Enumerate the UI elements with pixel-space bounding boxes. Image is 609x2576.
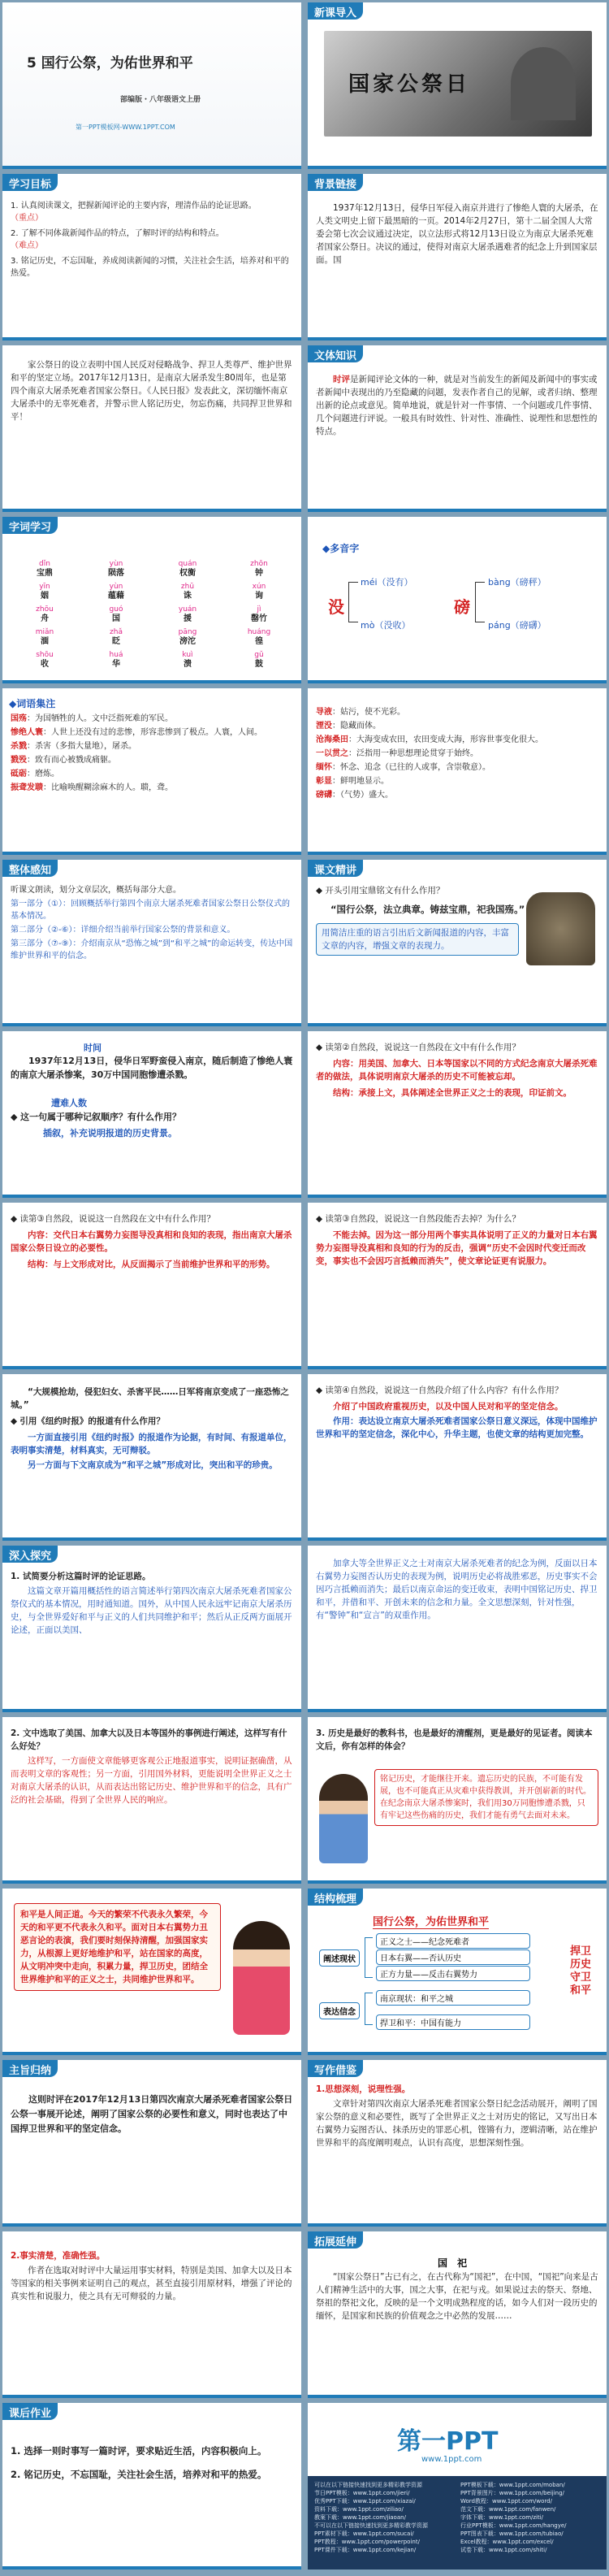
ppt-logo: 第一PPT: [397, 2427, 499, 2456]
word-char: 罄竹: [251, 614, 267, 623]
word-pinyin: guó: [109, 605, 123, 614]
glossary-list: [11, 713, 293, 796]
goal-3: 3. 铭记历史，不忘国耻，养成阅读新闻的习惯，关注社会生活，培养对和平的热爱。: [11, 257, 289, 278]
slide-peace: [2, 1889, 301, 2055]
word-item: [11, 627, 79, 647]
slide-header: 拓展延伸: [308, 2231, 363, 2249]
question-7-text: 读第④自然段，说说这一自然段介绍了什么内容？有什么作用？: [325, 1386, 564, 1395]
glossary-term: 彰显: [316, 777, 332, 786]
word-pinyin: pāng: [178, 628, 197, 636]
theme-text: 这则时评在2017年12月13日第四次南京大屠杀死难者国家公祭日公祭一事展开论述，阐明了国家公祭的必要性和意义，同时也表达了中国捍卫世界和平的坚定信念。: [11, 2094, 293, 2134]
slide-reading-1: [308, 860, 607, 1026]
structure-current: 阐述现状: [319, 1949, 360, 1967]
word-char: 华: [112, 660, 120, 669]
word-pinyin: yùn: [109, 560, 123, 568]
glossary-term: 杀戮: [11, 742, 27, 751]
word-pinyin: zhōu: [36, 605, 54, 614]
polyphone-2a: bàng（磅秤）: [488, 577, 546, 588]
word-char: 滂沱: [179, 637, 196, 646]
structure-r3: 正方力量——反击右翼势力: [376, 1966, 530, 1981]
slide-extension: [308, 2231, 607, 2398]
slide-header: 写作借鉴: [308, 2060, 363, 2077]
question-4-text: 读第③自然段，说说这一自然段在文中有什么作用？: [19, 1214, 215, 1224]
word-pinyin: jì: [257, 605, 261, 614]
writing-point-2: 2.事实清楚，准确性强。: [11, 2251, 106, 2261]
glossary-def: ：泛指用一种思想理论贯穿于始终。: [348, 749, 478, 758]
slide-explore: [2, 1546, 301, 1712]
word-grid: [11, 559, 293, 670]
word-char: 钟: [255, 569, 263, 578]
slide-theme: [2, 2060, 301, 2227]
structure-r5: 捍卫和平：中国有能力: [376, 2014, 530, 2030]
homework-2: 2. 铭记历史，不忘国耻，关注社会生活，培养对和平的热爱。: [11, 2469, 267, 2480]
explore-answer-2: 这样写，一方面使文章能够更客观公正地报道事实，说明证据确凿，从而表明文章的客观性；另一方面，引用国外材料，更能说明全世界正义之士对南京大屠杀的认识，从而表达出铭记历史、维护世界和平的信念，具有广泛的社会基础，得到了全世界人民的响应。: [11, 1756, 292, 1805]
ad-link[interactable]: PPT教程：www.1ppt.com/powerpoint/: [314, 2539, 420, 2545]
ad-link[interactable]: PPT模板下载：www.1ppt.com/moban/: [460, 2482, 565, 2488]
explore-answer-1: 这篇文章开篇用概括性的语言简述举行第四次南京大屠杀死难者国家公祭仪式的基本情况，用时通知道。国外，从中国人民永远牢记南京大屠杀历史，与全世界爱好和平与正义的人们共同维护和平；然后从正反两方面展开论述，正面以美国、: [11, 1586, 292, 1635]
overview-part-3: 第三部分（⑦-⑨）：介绍南京从“恐怖之城”到“和平之城”的命运转变，传达中国维护世界和平的信念。: [11, 939, 293, 961]
glossary-def: ：人世上还没有过的悲惨，形容悲惨到了极点。人寰，人间。: [43, 728, 262, 737]
word-item: [11, 582, 79, 601]
word-item: [82, 627, 150, 647]
word-char: 援: [184, 614, 192, 623]
word-char: 鼓: [255, 660, 263, 669]
banner-image: [324, 31, 592, 137]
slide-para-3: [2, 1203, 301, 1369]
answer-6b: 另一方面与下文南京成为“和平之城”形成对比，突出和平的珍贵。: [28, 1460, 278, 1470]
word-pinyin: yùn: [109, 583, 123, 591]
glossary-def: ：为国牺牲的人。文中泛指死难的军民。: [27, 714, 173, 723]
polyphone-2b: páng（磅礴）: [488, 620, 546, 631]
word-char: 国: [112, 614, 120, 623]
glossary-item: [316, 706, 598, 718]
slide-para-2: [308, 1031, 607, 1198]
background-text: 1937年12月13日，侵华日军侵入南京并进行了惨绝人寰的大屠杀，在人类文明史上留下最黑暗的一页。2014年2月27日，第十二届全国人大常委会第七次会议通过决定，以立法形式将12月13日设立为南京大屠杀死难者国家公祭日。决议的通过，使得对南京大屠杀遇难者的纪念上升到国家层面。国: [316, 203, 598, 265]
question-1-text: 开头引用宝鼎铭文有什么作用？: [325, 886, 445, 896]
question-3: ◆ 读第②自然段，说说这一自然段在文中有什么作用？: [316, 1043, 520, 1052]
glossary-item: [11, 768, 293, 780]
glossary-item: [11, 754, 293, 766]
glossary-def: ：杀害（多指大量地），屠杀。: [27, 742, 136, 751]
word-item: [153, 605, 222, 624]
ad-link[interactable]: PPT素材下载：www.1ppt.com/sucai/: [314, 2530, 414, 2537]
word-item: [11, 605, 79, 624]
ad-link[interactable]: PPT课件下载：www.1ppt.com/kejian/: [314, 2547, 417, 2553]
slide-explore-3: [2, 1717, 301, 1884]
question-5-text: 读第③自然段，说说这一自然段能否去掉？为什么？: [325, 1214, 520, 1224]
background-text-2: 家公祭日的设立表明中国人民反对侵略战争、捍卫人类尊严、维护世界和平的坚定立场。2017年12月13日，是南京大屠杀发生80周年，也是第四个南京大屠杀死难者国家公祭日。《人民日报》发表此文，深切缅怀南京大屠杀中的无辜死难者，并警示世人铭记历史，勿忘伤痛，共同捍卫世界和平！: [11, 360, 292, 422]
word-item: [225, 650, 293, 670]
peace-text: 和平是人间正道。今天的繁荣不代表永久繁荣，今天的和平更不代表永久和平。面对日本右翼势力丑恶言论的表演，我们要时刻保持清醒，加强国家实力，从根源上更好地维护和平，站在国家的高度，从文明冲突中走向，积累力量，捍卫历史，团结全世界维护和平的正义之士，共同维护世界和平。: [14, 1903, 221, 1991]
glossary-title-text: 词语集注: [16, 698, 56, 709]
overview-intro: 听课文朗读，划分文章层次，概括每部分大意。: [11, 886, 181, 895]
ad-link[interactable]: Word教程：www.1ppt.com/word/: [460, 2498, 552, 2504]
time-label: 时间: [84, 1043, 102, 1053]
homework-1: 1. 选择一则时事写一篇时评，要求贴近生活，内容积极向上。: [11, 2445, 267, 2457]
structure-belief: 表达信念: [319, 2002, 360, 2019]
word-pinyin: gǔ: [254, 651, 264, 659]
answer-1: 用简洁庄重的语言引出后文新闻报道的内容，丰富文章的内容，增强文章的表现力。: [316, 923, 519, 956]
word-item: [82, 605, 150, 624]
question-6-text: 引用《纽约时报》的报道有什么作用？: [19, 1416, 165, 1426]
slide-writing: [308, 2060, 607, 2227]
slide-title-text: 5 国行公祭，为佑世界和平: [27, 55, 193, 72]
glossary-item: [316, 789, 598, 801]
word-char: 权衡: [179, 569, 196, 578]
slide-header: 新课导入: [308, 2, 363, 20]
glossary-item: [316, 720, 598, 732]
word-pinyin: zhū: [180, 583, 195, 591]
question-7: ◆ 读第④自然段，说说这一自然段介绍了什么内容？有什么作用？: [316, 1386, 564, 1395]
ad-links: [314, 2481, 600, 2554]
answer-2: 插叙，补充说明报道的历史背景。: [43, 1128, 177, 1138]
glossary-term: 导液: [316, 708, 332, 717]
word-pinyin: miǎn: [35, 628, 54, 636]
glossary-term: 缅怀: [316, 763, 332, 772]
structure-title: 国行公祭，为佑世界和平: [373, 1913, 489, 1929]
goal-2-tag: （难点）: [11, 241, 43, 250]
glossary-title: ◆词语集注: [9, 698, 56, 709]
glossary-def: ：隐藏而体。: [332, 722, 381, 731]
ad-link[interactable]: 可以在以下链接快速找到更多精彩教学资源: [314, 2482, 422, 2488]
glossary-def: ：磨炼。: [27, 770, 59, 778]
question-4: ◆ 读第③自然段，说说这一自然段在文中有什么作用？: [11, 1214, 215, 1224]
word-char: 湎: [41, 637, 49, 646]
bronze-ding-image: [526, 892, 595, 965]
glossary-term: 国殇: [11, 714, 27, 723]
ad-link[interactable]: 优秀PPT下载：www.1ppt.com/xiazai/: [314, 2498, 416, 2504]
slide-words: [2, 517, 301, 683]
word-item: [225, 627, 293, 647]
slide-homework: [2, 2403, 301, 2569]
explore-answer-1-cont: 加拿大等全世界正义之士对南京大屠杀死难者的纪念为例，反面以日本右翼势力妄图否认历史的表现为例，说明历史必将战胜邪恶，历史事实不会因巧言抵赖而消失；最后以南京命运的变迁收束，表明中国铭记历史、捍卫和平，并借和平、开创未来的信念和力量。全文思想深刻，针对性强，有“警钟”和“宣言”的双重作用。: [316, 1559, 598, 1620]
ad-link[interactable]: PPT图表下载：www.1ppt.com/tubiao/: [460, 2530, 564, 2537]
structure-r1: 正义之士——纪念死难者: [376, 1933, 530, 1949]
word-pinyin: zhōn: [250, 560, 268, 568]
overview-part-2: 第二部分（②-⑥）：详细介绍当前举行国家公祭的背景和意义。: [11, 926, 235, 935]
slide-genre: [308, 345, 607, 512]
word-item: [82, 650, 150, 670]
banner-text: 国家公祭日: [348, 72, 471, 97]
glossary-def: ：鲜明地显示。: [332, 777, 389, 786]
word-pinyin: dǐn: [39, 560, 50, 568]
question-6: ◆ 引用《纽约时报》的报道有什么作用？: [11, 1416, 165, 1426]
answer-3-content: 内容：用美国、加拿大、日本等国家以不同的方式纪念南京大屠杀死难者的做法，具体说明南京大屠杀的历史不可能被忘却。: [316, 1059, 598, 1082]
goal-2: 2. 了解不同体裁新闻作品的特点，了解时评的结构和特点。: [11, 229, 224, 238]
glossary-def: ：（气势）盛大。: [332, 791, 393, 800]
history-text: 1937年12月13日，侵华日军野蛮侵入南京，随后制造了惨绝人寰的南京大屠杀惨案，30万中国同胞惨遭杀戮。: [11, 1056, 293, 1080]
glossary-term: 一以贯之: [316, 749, 348, 758]
slide-header: 课文精讲: [308, 860, 363, 877]
answer-5: 不能去掉。因为这一部分用两个事实具体说明了正义的力量对日本右翼势力妄图导没真相和良知的行为的反击，强调“历史不会因时代变迁而改变，事实也不会因巧言抵赖而消失”，使文章论证更有说服力。: [316, 1230, 598, 1266]
word-char: 徨: [255, 637, 263, 646]
slide-ad: [308, 2403, 607, 2569]
word-item: [225, 605, 293, 624]
site-text: 第一PPT模板网-WWW.1PPT.COM: [76, 124, 175, 131]
glossary-item: [316, 748, 598, 760]
glossary-item: [11, 726, 293, 739]
slide-title: [2, 2, 301, 169]
goal-1-tag: （重点）: [11, 214, 43, 223]
glossary-term: 惨绝人寰: [11, 728, 43, 737]
slide-background-2: [2, 345, 301, 512]
ad-link[interactable]: Excel教程：www.1ppt.com/excel/: [460, 2539, 554, 2545]
glossary-def: ：比喻唤醒糊涂麻木的人。聩，聋。: [43, 783, 173, 792]
answer-3-structure: 结构：承接上文，具体阐述全世界正义之士的表现，印证前文。: [333, 1088, 572, 1098]
ad-link[interactable]: 节日PPT模板：www.1ppt.com/jieri/: [314, 2490, 410, 2496]
slide-header: 背景链接: [308, 174, 363, 191]
extension-title: 国 祀: [438, 2257, 468, 2269]
glossary-def: ：姑污，使不光彩。: [332, 708, 405, 717]
word-item: [11, 650, 79, 670]
word-pinyin: kuì: [182, 651, 193, 659]
extension-text: “国家公祭日”古已有之，在古代称为“国祀”，在中国，“国祀”向来是古人们精神生活中的大事，国之大事，在祀与戎。如果说过去的祭天、祭地、祭祖的祭祀文化，反映的是一个文明成熟程度的话，如今人们对一段历史的缅怀，是国家和民族的价值观念之中必然的发展……: [316, 2272, 598, 2321]
word-pinyin: yīn: [39, 583, 50, 591]
genre-text: 是新闻评论文体的一种，就是对当前发生的新闻及新闻中的事实或者新闻中表现出的乃至隐藏的问题，发表作者自己的见解，或者归纳、整理出新的论点或意见。简单地说，就是针对一件事情、一个问题或几件事情、几个问题进行评说。一般具有时效性、针对性、准确性、说理性和思想性的特点。: [316, 375, 598, 436]
goal-1: 1. 认真阅读课文，把握新闻评论的主要内容，理清作品的论证思路。: [11, 202, 257, 210]
word-char: 溃: [184, 660, 192, 669]
glossary-list-2: [316, 706, 598, 803]
word-pinyin: huá: [109, 651, 123, 659]
word-char: 眨: [112, 637, 120, 646]
word-pinyin: huáng: [247, 628, 271, 636]
word-char: 蕴藉: [108, 592, 124, 601]
polyphone-title-text: 多音字: [330, 543, 360, 554]
slide-header: 结构梳理: [308, 1889, 363, 1906]
ad-link[interactable]: 不可以在以下链接快速找到更多精彩教学资源: [314, 2522, 428, 2529]
word-item: [82, 559, 150, 579]
structure-side: 捍卫历史 守卫和平: [569, 1945, 591, 1997]
ad-link[interactable]: 行业PPT模板：www.1ppt.com/hangye/: [460, 2522, 567, 2529]
slide-header: 主旨归纳: [2, 2060, 58, 2077]
word-pinyin: yuán: [178, 605, 197, 614]
slide-intro: [308, 2, 607, 169]
slide-header: 文体知识: [308, 345, 363, 362]
glossary-item: [11, 740, 293, 752]
question-3-text: 读第②自然段，说说这一自然段在文中有什么作用？: [325, 1043, 520, 1052]
glossary-term: 砥砺: [11, 770, 27, 778]
slide-para-3b: [308, 1203, 607, 1369]
question-2: ◆ 这一句属于哪种记叙顺序？有什么作用？: [11, 1112, 181, 1122]
polyphone-char-2: 磅: [454, 597, 470, 617]
ad-link[interactable]: 教案下载：www.1ppt.com/jiaoan/: [314, 2514, 406, 2521]
slide-goals: [2, 174, 301, 340]
glossary-term: 湮没: [316, 722, 332, 731]
word-pinyin: xún: [252, 583, 266, 591]
glossary-def: ：怀念、追念（已往的人或事，含崇敬意）。: [332, 763, 490, 772]
ad-link[interactable]: PPT背景图片：www.1ppt.com/beijing/: [460, 2490, 564, 2496]
word-char: 收: [41, 660, 49, 669]
word-char: 诛: [184, 592, 192, 601]
slide-subtitle: 部编版・八年级语文上册: [120, 96, 201, 104]
polyphone-1a: méi（没有）: [361, 577, 413, 588]
slide-insertion: [2, 1031, 301, 1198]
glossary-term: 沧海桑田: [316, 735, 348, 744]
slide-header: 学习目标: [2, 174, 58, 191]
student-figure: [319, 1774, 368, 1863]
answer-4-content: 内容：交代日本右翼势力妄图导没真相和良知的表现，指出南京大屠杀国家公祭日设立的必要性。: [11, 1230, 292, 1253]
question-5: ◆ 读第③自然段，说说这一自然段能否去掉？为什么？: [316, 1214, 520, 1224]
polyphone-title: ◆多音字: [322, 543, 360, 554]
answer-7a: 介绍了中国政府重视历史，以及中国人民对和平的坚定信念。: [333, 1402, 564, 1412]
word-item: [153, 582, 222, 601]
ppt-url: www.1ppt.com: [421, 2455, 482, 2464]
explore-question-3: 3. 历史是最好的教科书，也是最好的清醒剂，更是最好的见证者。阅读本文后，你有怎样的体会？: [316, 1728, 593, 1751]
word-item: [153, 559, 222, 579]
word-char: 询: [255, 592, 263, 601]
question-1: ◆ 开头引用宝鼎铭文有什么作用？: [316, 886, 445, 896]
slide-background: [308, 174, 607, 340]
polyphone-1b: mò（没收）: [361, 620, 411, 631]
slide-polyphone: [308, 517, 607, 683]
slide-explore-4: [308, 1717, 607, 1884]
word-item: [225, 582, 293, 601]
glossary-term: 磅礴: [316, 791, 332, 800]
slide-structure: [308, 1889, 607, 2055]
structure-r4: 南京现状：和平之城: [376, 1990, 530, 2006]
word-item: [82, 582, 150, 601]
word-pinyin: shōu: [36, 651, 54, 659]
slide-writing-2: [2, 2231, 301, 2398]
slide-header: 深入探究: [2, 1546, 58, 1563]
explore-answer-3: 铭记历史，才能继往开来。遗忘历史的民族，不可能有发展，也不可能真正从灾难中获得教训，并开创崭新的时代。在纪念南京大屠杀惨案时，我们用30万同胞惨遭杀戮，只有牢记这些伤痛的历史，我们才能有勇气去面对未来。: [374, 1769, 598, 1826]
genre-term: 时评: [333, 375, 350, 384]
word-item: [153, 627, 222, 647]
nyt-quote: “大规模抢劫，侵犯妇女、杀害平民……日军将南京变成了一座恐怖之城。”: [11, 1387, 289, 1410]
inscription-quote: “国行公祭，法立典章。铸兹宝鼎，祀我国殇。”: [330, 904, 525, 915]
word-pinyin: quán: [178, 560, 197, 568]
word-char: 姻: [41, 592, 49, 601]
slide-nyt: [2, 1374, 301, 1541]
word-char: 陨落: [108, 569, 124, 578]
writing-text-1: 文章针对第四次南京大屠杀死难者国家公祭日纪念活动展开，阐明了国家公祭的意义和必要性，既写了全世界正义之士对历史的铭记，又写出日本右翼势力妄图否认、抹杀历史的罪恶心机，铿锵有力，逻辑清晰，站在维护世界和平的高度阐明观点，认识有高度，思想深刻性强。: [316, 2099, 598, 2148]
overview-part-1: 第一部分（①）：回顾概括举行第四个南京大屠杀死难者国家公祭日公祭仪式的基本情况。: [11, 900, 290, 921]
word-item: [153, 650, 222, 670]
slide-para-4: [308, 1374, 607, 1541]
question-2-text: 这一句属于哪种记叙顺序？有什么作用？: [19, 1112, 181, 1122]
glossary-item: [11, 782, 293, 794]
glossary-term: 戮殁: [11, 756, 27, 765]
polyphone-char-1: 没: [328, 597, 344, 617]
glossary-term: 振聋发聩: [11, 783, 43, 792]
girl-figure: [233, 1921, 290, 2035]
glossary-def: ：大海变成农田，农田变成大海，形容世事变化很大。: [348, 735, 543, 744]
word-char: 宝鼎: [37, 569, 53, 578]
slide-header: 整体感知: [2, 860, 58, 877]
slide-overview: [2, 860, 301, 1026]
answer-7b: 作用：表达设立南京大屠杀死难者国家公祭日意义深远，体现中国维护世界和平的坚定信念，深化中心，升华主题，也使文章的结构更加完整。: [316, 1416, 598, 1439]
ad-link[interactable]: 资料下载：www.1ppt.com/ziliao/: [314, 2506, 404, 2513]
victims-label: 遭难人数: [51, 1098, 87, 1108]
writing-text-2: 作者在选取对时评中大量运用事实材料，特别是美国、加拿大以及日本等国家的相关事例来证明自己的观点，甚至直接引用原材料，增强了评论的真实性和说服力，使之具有无可辩驳的力量。: [11, 2266, 292, 2301]
ad-link[interactable]: 范文下载：www.1ppt.com/fanwen/: [460, 2506, 556, 2513]
slide-glossary-2: [308, 688, 607, 855]
structure-r2: 日本右翼——否认历史: [376, 1949, 530, 1965]
answer-4-structure: 结构：与上文形成对比，从反面揭示了当前维护世界和平的形势。: [28, 1260, 275, 1269]
glossary-item: [11, 713, 293, 725]
glossary-item: [316, 761, 598, 774]
slide-header: 课后作业: [2, 2403, 58, 2420]
slide-header: 字词学习: [2, 517, 58, 534]
glossary-item: [316, 775, 598, 787]
glossary-item: [316, 734, 598, 746]
ad-link[interactable]: 字体下载：www.1ppt.com/ziti/: [460, 2514, 544, 2521]
glossary-def: ：致有而心被戮成痛躯。: [27, 756, 116, 765]
word-item: [225, 559, 293, 579]
ad-link[interactable]: 试卷下载：www.1ppt.com/shiti/: [460, 2547, 547, 2553]
slide-explore-2: [308, 1546, 607, 1712]
word-item: [11, 559, 79, 579]
word-pinyin: zhǎ: [110, 628, 123, 636]
answer-6a: 一方面直接引用《纽约时报》的报道作为论据，有时间、有报道单位，表明事实清楚，材料真实，无可辩驳。: [11, 1433, 292, 1455]
explore-question-2: 2. 文中选取了美国、加拿大以及日本等国外的事例进行阐述，这样写有什么好处？: [11, 1728, 287, 1751]
word-char: 舟: [41, 614, 49, 623]
slide-glossary: [2, 688, 301, 855]
explore-question-1: 1. 试简要分析这篇时评的论证思路。: [11, 1572, 151, 1581]
writing-point-1: 1.思想深刻，说理性强。: [316, 2084, 411, 2094]
